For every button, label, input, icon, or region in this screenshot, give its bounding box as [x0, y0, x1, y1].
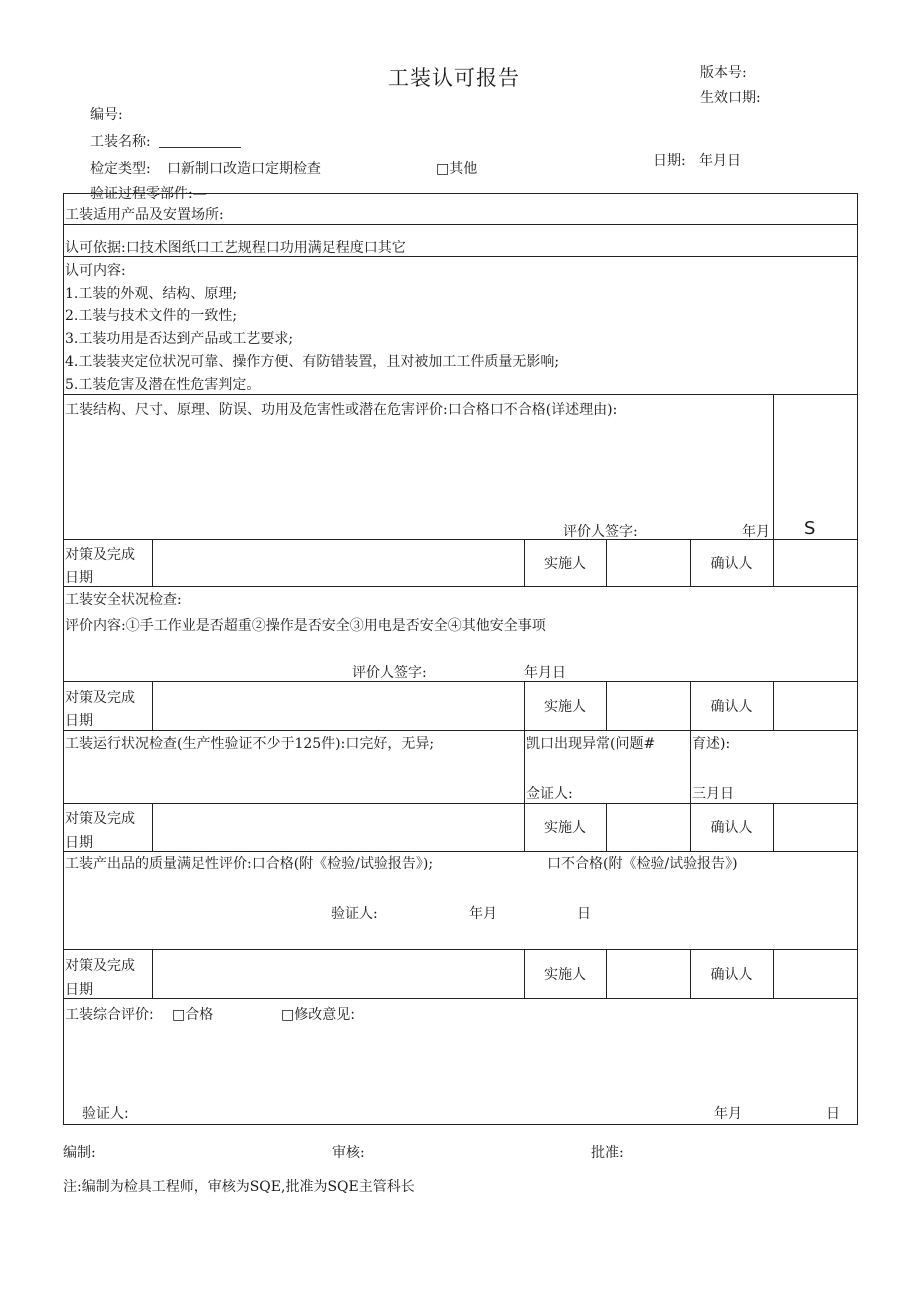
implementer-label: 实施人 [544, 555, 586, 572]
run-description: 育述): [692, 736, 731, 752]
content-item: 2.工装与技术文件的一致性; [65, 308, 238, 324]
quality-date-day: 日 [577, 906, 591, 922]
rule [773, 949, 774, 998]
date-placeholder: 年月日 [699, 153, 741, 169]
tool-name-row [90, 131, 241, 151]
rule [63, 394, 858, 395]
inspection-type-options[interactable]: 口新制口改造口定期检查 [167, 161, 321, 177]
applicable-product-label: 工装适用产品及安置场所: [65, 207, 224, 223]
confirmer-label: 确认人 [710, 698, 753, 715]
rule [63, 224, 858, 225]
tool-name-field[interactable] [159, 137, 241, 148]
rule [63, 586, 858, 587]
safety-check-title: 工装安全状况检查: [65, 592, 182, 608]
rule [63, 730, 858, 731]
confirmer-label: 确认人 [710, 555, 753, 572]
overall-evaluation-label: 工装综合评价: [65, 1007, 154, 1023]
approval-basis[interactable]: 认可依据:口技术图纸口工艺规程口功用满足程度口其它 [65, 240, 406, 256]
implementer-label: 实施人 [544, 966, 586, 983]
inspection-type-other[interactable]: □其他 [436, 161, 478, 177]
rule [773, 803, 774, 851]
rule [152, 539, 153, 586]
confirmer-label: 确认人 [710, 966, 753, 983]
overall-modify-option[interactable]: □修改意见: [281, 1007, 355, 1023]
rule [152, 803, 153, 851]
implementer-label: 实施人 [544, 820, 586, 836]
structure-evaluation[interactable]: 工装结构、尺寸、原理、防误、功用及危害性或潜在危害评价:口合格口不合格(详述理由): [65, 402, 618, 418]
s-mark: S [804, 518, 816, 539]
quality-date-ym: 年月 [469, 906, 497, 922]
content-item: 3.工装功用是否达到产品或工艺要求; [65, 331, 294, 347]
confirmer-label: 确认人 [710, 820, 753, 836]
overall-pass-option[interactable]: □合格 [172, 1007, 214, 1023]
countermeasure-label-date: 日期 [65, 835, 93, 851]
countermeasure-label-date: 日期 [65, 570, 93, 586]
quality-fail-option[interactable]: 口不合格(附《检验/试验报告》) [547, 856, 738, 872]
number-label: 编号: [90, 107, 123, 123]
rule [606, 681, 607, 730]
run-abnormal[interactable]: 凯口出现异常(问题# [526, 736, 656, 752]
version-label: 版本号: [700, 65, 747, 81]
effective-date-label: 生效口期: [700, 90, 761, 106]
reviewed-by-label: 审核: [332, 1145, 365, 1161]
page-title: 工装认可报告 [388, 66, 520, 90]
rule [773, 394, 774, 586]
inspection-type-label: 检定类型: [90, 161, 151, 177]
run-date: 三月日 [692, 786, 734, 802]
rule [152, 949, 153, 998]
overall-date-day: 日 [826, 1106, 840, 1122]
evaluator-signature-label: 评价人签字: [563, 524, 638, 540]
prepared-by-label: 编制: [63, 1145, 96, 1161]
footer-note: 注:编制为检具工程师，审核为SQE,批准为SQE主管科长 [63, 1179, 415, 1195]
content-item: 4.工装装夹定位状况可靠、操作方便、有防错装置，且对被加工工件质量无影响; [65, 354, 560, 370]
run-check[interactable]: 工装运行状况检查(生产性验证不少于125件):口完好，无异; [65, 736, 435, 752]
content-item: 1.工装的外观、结构、原理; [65, 286, 238, 302]
verified-parts-value: — [192, 186, 207, 202]
evaluator-date: 年月 [742, 524, 770, 540]
date-label: 日期: [653, 153, 686, 169]
countermeasure-label-date: 日期 [65, 713, 93, 729]
overall-date-ym: 年月 [714, 1106, 742, 1122]
implementer-label: 实施人 [544, 698, 586, 715]
verified-parts-label: 验证过程零部件: [90, 186, 193, 202]
rule [524, 730, 525, 803]
approval-content-title: 认可内容: [65, 263, 126, 279]
countermeasure-label: 对策及完成 [65, 547, 135, 563]
approved-by-label: 批准: [591, 1145, 624, 1161]
countermeasure-label: 对策及完成 [65, 958, 135, 974]
rule [690, 730, 691, 803]
safety-content: 评价内容:①手工作业是否超重②操作是否安全③用电是否安全④其他安全事项 [65, 618, 546, 634]
safety-date: 年月日 [524, 665, 566, 681]
quality-verifier-label: 验证人: [331, 906, 378, 922]
countermeasure-label: 对策及完成 [65, 690, 135, 706]
content-item: 5.工装危害及潜在性危害判定。 [65, 377, 261, 393]
rule [606, 949, 607, 998]
rule [152, 681, 153, 730]
overall-verifier-label: 验证人: [82, 1106, 129, 1122]
rule [606, 803, 607, 851]
run-verifier-label: 佥证人: [526, 786, 573, 802]
rule [63, 851, 858, 852]
countermeasure-label-date: 日期 [65, 982, 93, 998]
rule [773, 681, 774, 730]
countermeasure-label: 对策及完成 [65, 811, 135, 827]
rule [606, 539, 607, 586]
rule [63, 998, 858, 999]
quality-evaluation[interactable]: 工装产出品的质量满足性评价:口合格(附《检验/试验报告》); [65, 856, 434, 872]
tool-name-label: 工装名称: [90, 134, 151, 150]
safety-signature-label: 评价人签字: [352, 665, 427, 681]
